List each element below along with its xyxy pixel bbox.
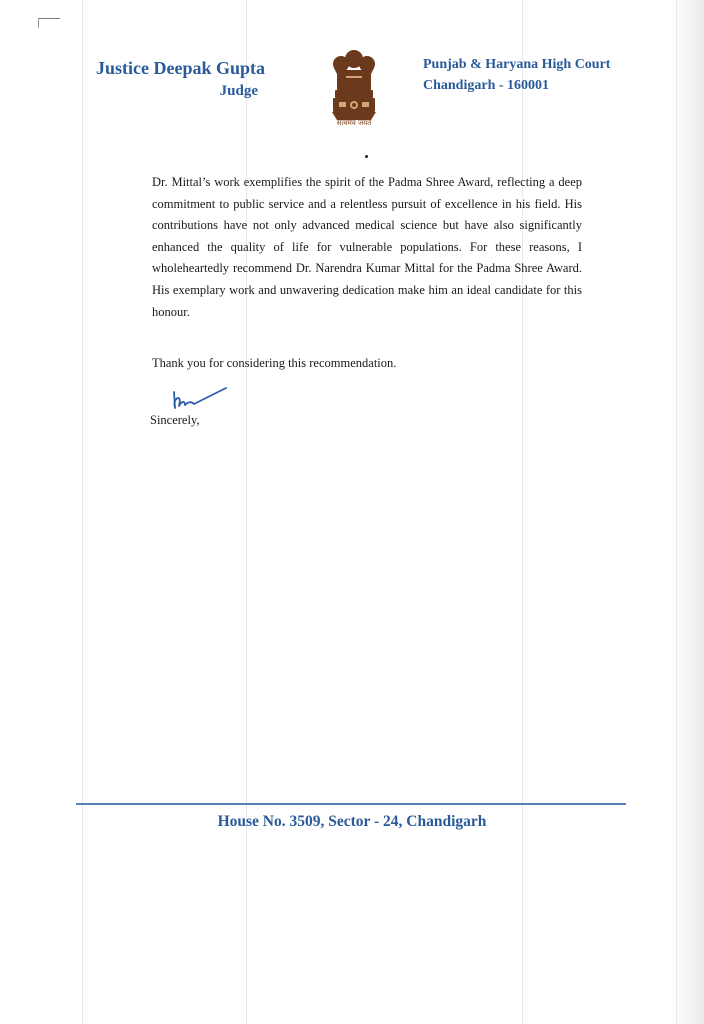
corner-mark xyxy=(38,18,39,28)
scan-line xyxy=(82,0,83,1024)
judge-name: Justice Deepak Gupta xyxy=(96,58,266,78)
scan-line xyxy=(246,0,247,1024)
closing-line: Sincerely, xyxy=(150,413,200,427)
judge-title: Judge xyxy=(219,83,258,99)
scan-edge-shadow xyxy=(670,0,704,1024)
footer-address: House No. 3509, Sector - 24, Chandigarh xyxy=(217,813,487,830)
scan-line xyxy=(522,0,523,1024)
footer-rule xyxy=(76,803,626,805)
emblem-motto: सत्यमेव जयते xyxy=(336,119,372,127)
court-name: Punjab & Haryana High Court xyxy=(423,57,611,72)
stray-dot xyxy=(365,155,368,158)
body-paragraph: Dr. Mittal’s work exemplifies the spirit of the Padma Shree Award, reflecting a deep commitment to public service and a relentless pursuit of excellence in his field. His contributions have not only advanced medical science but have also significantly enhanced the quality of life for vulnerable populations. For these reasons, I wholeheartedly recommend Dr. Narendra Kumar Mittal for the Padma Shree Award. His exemplary work and unwavering dedication make him an ideal candidate for this honour. xyxy=(152,175,582,319)
court-city: Chandigarh - 160001 xyxy=(423,78,550,93)
letterhead-left xyxy=(96,58,266,100)
letterhead-right xyxy=(423,57,643,99)
thanks-line: Thank you for considering this recommendation. xyxy=(152,356,397,370)
corner-mark xyxy=(38,18,60,19)
